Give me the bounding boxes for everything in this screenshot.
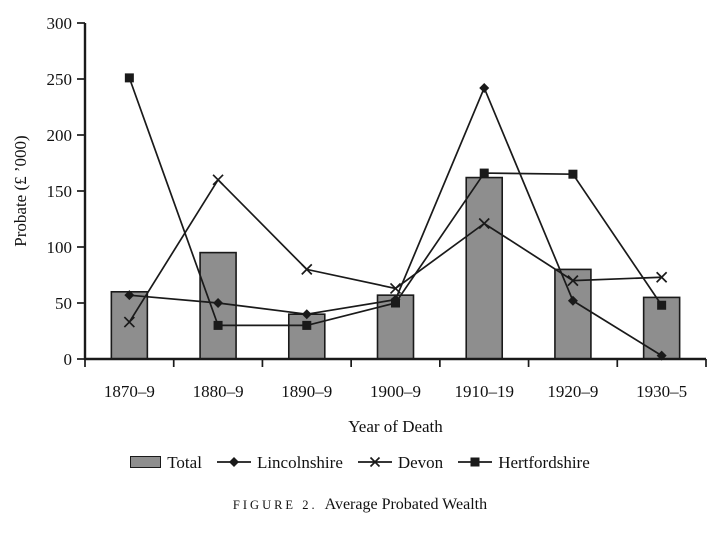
hertfordshire-marker — [568, 170, 577, 179]
chart-legend — [0, 452, 720, 472]
x-marker-icon — [358, 455, 392, 469]
total-bar-swatch-icon — [130, 456, 161, 468]
x-tick-label: 1910–19 — [454, 382, 514, 401]
legend-label-hertfordshire: Hertfordshire — [498, 452, 590, 472]
legend-label-total: Total — [167, 452, 202, 472]
legend-label-lincolnshire: Lincolnshire — [256, 452, 343, 472]
x-tick-label: 1920–9 — [547, 382, 599, 401]
x-tick-label: 1870–9 — [103, 382, 155, 401]
x-axis-title: Year of Death — [348, 417, 443, 436]
x-tick-label: 1900–9 — [370, 382, 421, 401]
x-tick-label: 1880–9 — [192, 382, 244, 401]
y-tick-label: 200 — [46, 126, 72, 145]
square-marker-icon — [458, 455, 492, 469]
hertfordshire-marker — [480, 169, 489, 178]
y-tick-label: 100 — [46, 238, 72, 257]
hertfordshire-marker — [657, 301, 666, 310]
hertfordshire-marker — [302, 321, 311, 330]
hertfordshire-marker — [214, 321, 223, 330]
y-tick-label: 0 — [63, 350, 72, 369]
hertfordshire-marker — [391, 299, 400, 308]
y-axis-title: Probate (£ ’000) — [11, 135, 30, 247]
y-tick-label: 300 — [46, 14, 72, 33]
y-tick-label: 250 — [46, 70, 72, 89]
y-tick-label: 150 — [46, 182, 72, 201]
devon-marker — [213, 175, 223, 185]
total-bar — [555, 269, 591, 359]
figure-title: Average Probated Wealth — [324, 496, 488, 513]
total-bar — [466, 178, 502, 359]
legend-label-devon: Devon — [397, 452, 444, 472]
x-tick-label: 1890–9 — [281, 382, 333, 401]
x-tick-label: 1930–5 — [636, 382, 688, 401]
y-tick-label: 50 — [55, 294, 72, 313]
legend-item-total — [130, 454, 202, 471]
hertfordshire-marker — [125, 73, 134, 82]
figure-number-label: FIGURE 2. — [232, 498, 318, 512]
legend-item-lincolnshire — [217, 454, 343, 471]
diamond-marker-icon — [217, 455, 251, 469]
lincolnshire-marker — [479, 83, 489, 93]
legend-item-devon — [358, 454, 443, 471]
legend-item-hertfordshire — [458, 454, 590, 471]
figure-caption — [0, 496, 720, 514]
